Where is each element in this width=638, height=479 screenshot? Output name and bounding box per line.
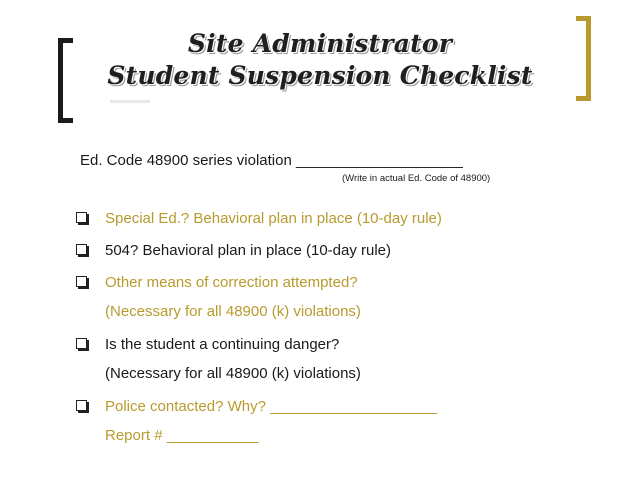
checklist-item-subtext: Report # ___________ xyxy=(105,427,259,444)
checklist-item-text: Other means of correction attempted? xyxy=(105,274,358,291)
checklist-item-text: Police contacted? Why? ____________________ xyxy=(105,398,437,415)
checklist-item-subtext: (Necessary for all 48900 (k) violations) xyxy=(105,365,361,382)
title-underline-decoration xyxy=(110,100,150,103)
checkbox-icon xyxy=(76,212,87,223)
checkbox-icon xyxy=(76,276,87,287)
ed-code-line: Ed. Code 48900 series violation ____________________ xyxy=(80,152,463,169)
title-line-1: Site Administrator xyxy=(187,29,453,58)
checklist-item-text: 504? Behavioral plan in place (10-day rule) xyxy=(105,242,392,259)
checklist-item-text: Is the student a continuing danger? xyxy=(105,336,340,353)
checklist-item-text: Special Ed.? Behavioral plan in place (10-day rule) xyxy=(105,210,442,227)
checkbox-icon xyxy=(76,400,87,411)
slide-title xyxy=(70,28,570,92)
checklist-item-subtext: (Necessary for all 48900 (k) violations) xyxy=(105,303,361,320)
checkbox-icon xyxy=(76,244,87,255)
title-line-2: Student Suspension Checklist xyxy=(107,61,533,90)
right-bracket-decoration xyxy=(576,16,591,101)
checkbox-icon xyxy=(76,338,87,349)
ed-code-hint: (Write in actual Ed. Code of 48900) xyxy=(342,173,491,184)
